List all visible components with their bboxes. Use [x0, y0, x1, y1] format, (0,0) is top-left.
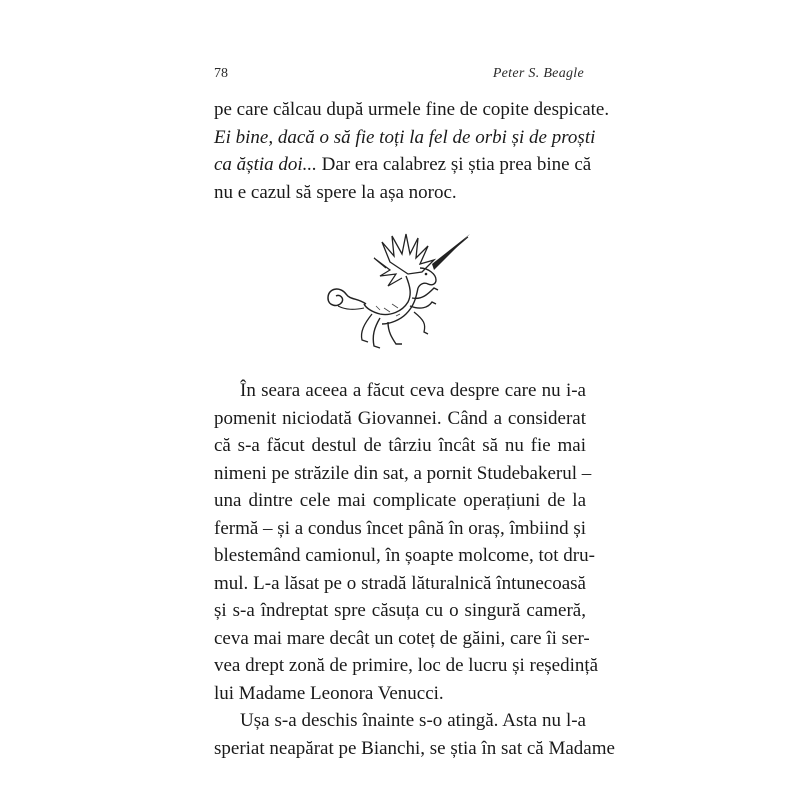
- page-number: 78: [214, 66, 228, 81]
- paragraph-two: [214, 377, 615, 762]
- text-line: lui Madame Leonora Venucci.: [214, 682, 444, 704]
- text-line: vea drept zonă de primire, loc de lucru și reședință: [214, 655, 599, 676]
- text-line: și s-a îndreptat spre căsuța cu o singură cameră,: [214, 600, 586, 621]
- text-line: ceva mai mare decât un coteț de găini, care îi ser-: [214, 627, 590, 649]
- italic-thought: Ei bine, dacă o să fie toți la fel de orbi și de proști: [214, 126, 596, 148]
- text-line: [214, 124, 596, 152]
- text-fragment: Dar era calabrez și știa prea bine că: [316, 154, 592, 175]
- top-paragraph: [214, 96, 610, 206]
- text-line: [214, 151, 592, 179]
- unicorn-ornament-icon: [320, 228, 476, 358]
- text-line: nimeni pe străzile din sat, a pornit Studebakerul –: [214, 462, 592, 484]
- italic-thought: ca ăștia doi...: [214, 154, 317, 175]
- text-line: fermă – și a condus încet până în oraș, îmbiind și: [214, 517, 586, 539]
- text-line: Ușa s-a deschis înainte s-o atingă. Asta nu l-a: [240, 710, 586, 731]
- running-header: [214, 66, 584, 86]
- text-line: mul. L-a lăsat pe o stradă lăturalnică întunecoasă: [214, 572, 586, 594]
- text-line: că s-a făcut destul de târziu încât să nu fie mai: [214, 435, 586, 456]
- text-line: În seara aceea a făcut ceva despre care nu i-a: [240, 380, 586, 401]
- text-line: una dintre cele mai complicate operațiuni de la: [214, 490, 586, 511]
- text-line: nu e cazul să spere la așa noroc.: [214, 181, 457, 203]
- text-line: pe care călcau după urmele fine de copite despicate.: [214, 99, 610, 120]
- text-line: speriat neapărat pe Bianchi, se știa în sat că Madame: [214, 737, 615, 759]
- text-line: pomenit niciodată Giovannei. Când a considerat: [214, 407, 586, 429]
- running-author: Peter S. Beagle: [492, 66, 584, 81]
- text-line: blestemând camionul, în șoapte molcome, tot dru-: [214, 545, 595, 566]
